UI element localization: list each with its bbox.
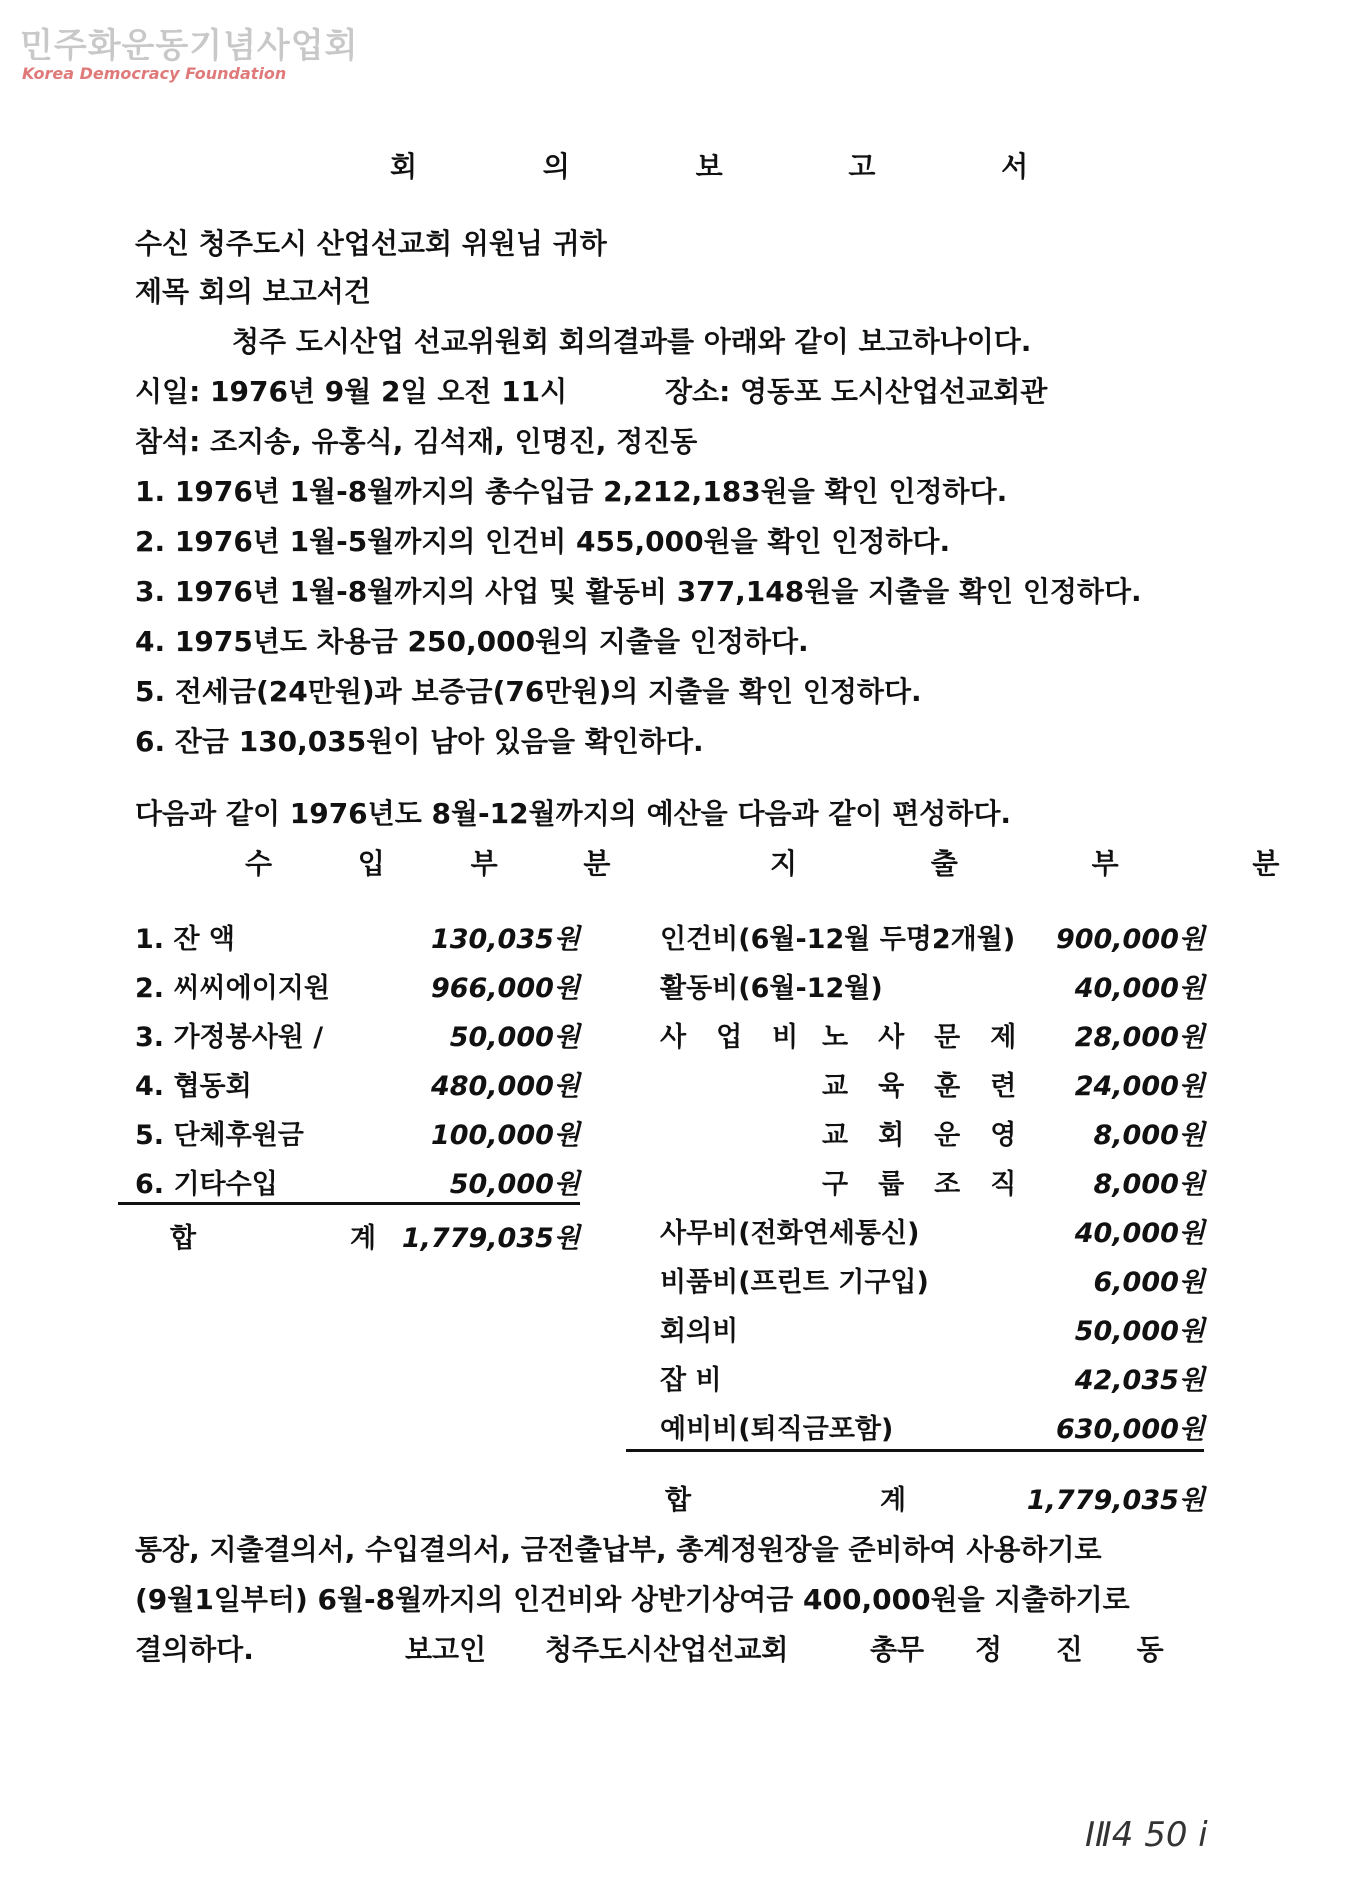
expense-row-label: 사무비(전화연세통신): [660, 1218, 920, 1249]
reporter-name: 정 진 동: [975, 1633, 1186, 1666]
expense-row-label: 비품비(프린트 기구입): [660, 1267, 929, 1298]
closing-last-line: 결의하다.: [135, 1633, 254, 1666]
resolution-item: 4. 1975년도 차용금 250,000원의 지출을 인정하다.: [135, 625, 809, 658]
expense-row-amount: 42,035원: [1074, 1365, 1205, 1396]
watermark-english: Korea Democracy Foundation: [22, 64, 287, 83]
document-title: 회 의 보 고 서: [390, 150, 1087, 183]
expense-total-amount: 1,779,035원: [1026, 1485, 1205, 1516]
expense-row-amount: 8,000원: [1093, 1169, 1205, 1200]
expense-row-label: 사업비: [660, 1022, 829, 1053]
closing-line: (9월1일부터) 6월-8월까지의 인건비와 상반기상여금 400,000원을 지출하기로: [135, 1583, 1130, 1616]
subject-line: 제목 회의 보고서건: [135, 275, 371, 308]
expense-row-amount: 50,000원: [1074, 1316, 1205, 1347]
expense-row-amount: 630,000원: [1055, 1414, 1205, 1445]
expense-row-label: 활동비(6월-12월): [660, 973, 883, 1004]
handwritten-mark: ⅠⅡ4 50 ⅰ: [1085, 1815, 1208, 1855]
income-row-amount: 480,000원: [430, 1071, 580, 1102]
expense-total-label: 합: [665, 1485, 692, 1516]
expense-row-amount: 6,000원: [1093, 1267, 1205, 1298]
budget-intro-line: 다음과 같이 1976년도 8월-12월까지의 예산을 다음과 같이 편성하다.: [135, 797, 1012, 830]
resolution-item: 3. 1976년 1월-8월까지의 사업 및 활동비 377,148원을 지출을 확인 인정하다.: [135, 575, 1142, 608]
expense-row-amount: 40,000원: [1074, 1218, 1205, 1249]
watermark-korean: 민주화운동기념사업회: [20, 26, 359, 66]
reporter-label: 보고인: [405, 1633, 487, 1666]
expense-row-sublabel: 교육훈련: [822, 1071, 1047, 1102]
place-line: 장소: 영동포 도시산업선교회관: [665, 375, 1048, 408]
resolution-item: 2. 1976년 1월-5월까지의 인건비 455,000원을 확인 인정하다.: [135, 525, 951, 558]
income-row-amount: 966,000원: [430, 973, 580, 1004]
expense-row-sublabel: 노사문제: [822, 1022, 1047, 1053]
expense-row-amount: 40,000원: [1074, 973, 1205, 1004]
reporter-org: 청주도시산업선교회: [545, 1633, 789, 1666]
expense-row-label: 인건비(6월-12월 두명2개월): [660, 924, 1016, 955]
expense-total-label: 계: [880, 1485, 907, 1516]
resolution-item: 6. 잔금 130,035원이 남아 있음을 확인하다.: [135, 725, 704, 758]
expense-heading: 지 출 부 분: [770, 847, 1342, 880]
income-row-amount: 100,000원: [430, 1120, 580, 1151]
expense-row-amount: 8,000원: [1093, 1120, 1205, 1151]
income-row-amount: 50,000원: [449, 1169, 580, 1200]
expense-row-label: 잡 비: [660, 1365, 722, 1396]
income-row-amount: 130,035원: [430, 924, 580, 955]
income-total-label: 계: [350, 1223, 377, 1254]
expense-row-label: 회의비: [660, 1316, 739, 1347]
income-row-label: 2. 씨씨에이지원: [135, 973, 330, 1004]
expense-row-amount: 28,000원: [1074, 1022, 1205, 1053]
income-row-label: 3. 가정봉사원 /: [135, 1022, 324, 1053]
income-heading: 수 입 부 분: [245, 847, 649, 880]
recipient-line: 수신 청주도시 산업선교회 위원님 귀하: [135, 227, 607, 260]
income-total-label: 합: [170, 1223, 197, 1254]
income-row-amount: 50,000원: [449, 1022, 580, 1053]
reporter-role: 총무: [870, 1633, 925, 1666]
income-row-label: 1. 잔 액: [135, 924, 236, 955]
expense-row-label: 예비비(퇴직금포함): [660, 1414, 894, 1445]
intro-line: 청주 도시산업 선교위원회 회의결과를 아래와 같이 보고하나이다.: [232, 325, 1032, 358]
attendees-line: 참석: 조지송, 유홍식, 김석재, 인명진, 정진동: [135, 425, 698, 458]
income-row-label: 6. 기타수입: [135, 1169, 278, 1200]
resolution-item: 5. 전세금(24만원)과 보증금(76만원)의 지출을 확인 인정하다.: [135, 675, 922, 708]
expense-row-amount: 24,000원: [1074, 1071, 1205, 1102]
datetime-line: 시일: 1976년 9월 2일 오전 11시: [135, 375, 568, 408]
closing-line: 통장, 지출결의서, 수입결의서, 금전출납부, 총계정원장을 준비하여 사용하기로: [135, 1533, 1102, 1566]
income-total-rule: [118, 1202, 580, 1205]
income-total-amount: 1,779,035원: [401, 1223, 580, 1254]
resolution-item: 1. 1976년 1월-8월까지의 총수입금 2,212,183원을 확인 인정하다.: [135, 475, 1008, 508]
income-row-label: 4. 협동회: [135, 1071, 252, 1102]
expense-row-sublabel: 교회운영: [822, 1120, 1047, 1151]
expense-row-sublabel: 구룹조직: [822, 1169, 1047, 1200]
income-row-label: 5. 단체후원금: [135, 1120, 304, 1151]
expense-row-amount: 900,000원: [1055, 924, 1205, 955]
expense-total-rule: [626, 1449, 1204, 1452]
